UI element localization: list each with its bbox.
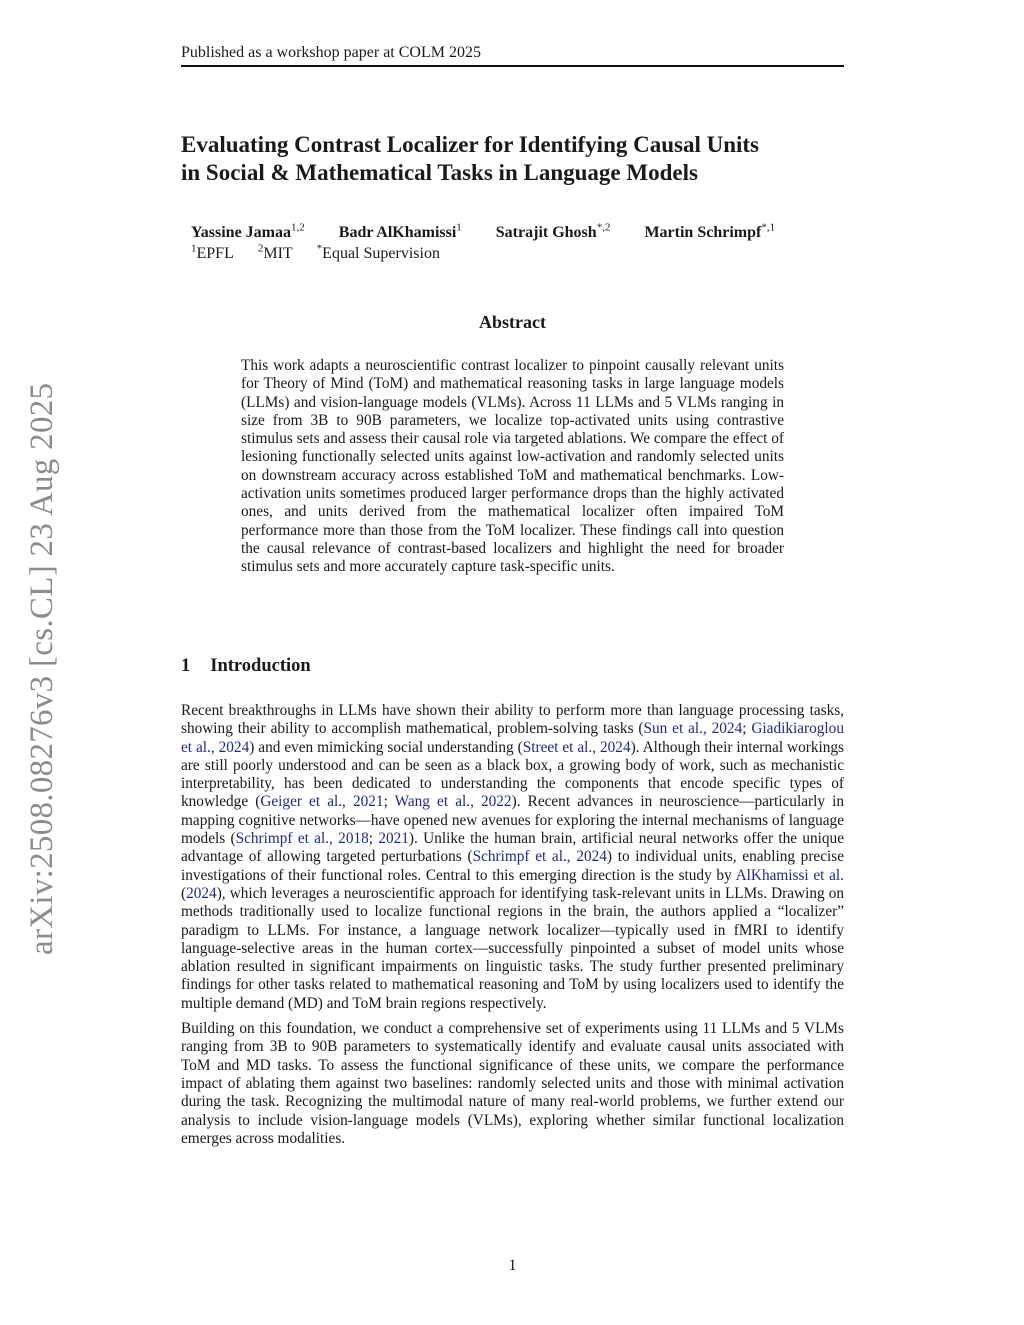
author-3 (495, 221, 611, 241)
author-name: Badr AlKhamissi (338, 224, 457, 241)
abstract-heading: Abstract (479, 312, 546, 332)
introduction-body (181, 702, 844, 1155)
title-line-2: in Social & Mathematical Tasks in Language Models (181, 160, 698, 185)
section-number: 1 (181, 656, 191, 676)
author-name: Satrajit Ghosh (495, 224, 597, 241)
section-title: Introduction (210, 656, 311, 676)
author-name: Yassine Jamaa (191, 224, 292, 241)
author-marks: *,1 (761, 221, 776, 234)
citation-link[interactable]: Geiger et al., 2021 (260, 793, 384, 811)
intro-text: ; (742, 720, 752, 738)
intro-text: ), which leverages a neuroscientific approach for identifying task-relevant units in LLMs. Drawing on methods traditionally used to localize functional regions in the brain, the authors applied a “localizer” paradigm to LLMs. For instance, a language network localizer—typically used in fMRI to identify language-selective areas in the human cortex—successfully pinpointed a subset of model units whose ablation resulted in significant impairments on linguistic tasks. The study further presented preliminary findings for other tasks related to mathematical reasoning and ToM by using localizers used to identify the multiple demand (MD) and ToM brain regions respectively. (181, 884, 844, 1012)
affiliation-1 (191, 242, 234, 262)
title-line-1: Evaluating Contrast Localizer for Identifying Causal Units (181, 132, 760, 157)
section-heading (181, 655, 311, 677)
arxiv-stamp: arXiv:2508.08276v3 [cs.CL] 23 Aug 2025 (24, 382, 60, 955)
intro-text: ; (368, 830, 379, 848)
intro-text: ). Although their internal workings are still poorly understood and can be seen as a black box, a growing body of work, such as mechanistic interpretability, has been dedicated to understanding the components that encode specific types of knowledge ( (181, 738, 844, 811)
citation-link[interactable]: AlKhamissi et al. (735, 866, 844, 884)
author-marks: 1,2 (291, 221, 305, 234)
author-1 (191, 221, 305, 241)
affiliation-label: EPFL (196, 245, 234, 262)
author-4 (644, 221, 776, 241)
intro-text: ; (383, 793, 395, 811)
citation-link[interactable]: Giadikiaroglou et al., 2024 (181, 720, 844, 756)
affiliations (191, 244, 460, 264)
affiliation-mark: 1 (191, 242, 197, 255)
affiliation-mark: 2 (257, 242, 264, 255)
intro-text: ) and even mimicking social understanding ( (249, 738, 523, 756)
citation-link[interactable]: Schrimpf et al., 2018 (235, 830, 369, 848)
intro-paragraph-1 (181, 702, 844, 1013)
header-rule (181, 65, 844, 67)
abstract-text: This work adapts a neuroscientific contrast localizer to pinpoint causally relevant units for Theory of Mind (ToM) and mathematical reasoning tasks in large language models (LLMs) and vision-language models (VLMs). Across 11 LLMs and 5 VLMs ranging in size from 3B to 90B parameters, we localize top-activated units using contrastive stimulus sets and assess their causal role via targeted ablations. We compare the effect of lesioning functionally selected units against low-activation and randomly selected units on downstream accuracy across established ToM and mathematical benchmarks. Low-activation units sometimes produced larger performance drops than the highly activated ones, and units derived from the mathematical localizer often impaired ToM performance more than those from the ToM localizer. These findings call into question the causal relevance of contrast-based localizers and highlight the need for broader stimulus sets and more accurately capture task-specific units. (241, 357, 784, 576)
paper-title (181, 131, 844, 187)
affiliation-2 (257, 242, 293, 262)
intro-text: ). Recent advances in neuroscience—particularly in mapping cognitive networks—have opened new avenues for exploring the internal mechanisms of language models ( (181, 793, 844, 848)
running-header: Published as a workshop paper at COLM 2025 (181, 44, 481, 61)
affiliation-label: Equal Supervision (322, 245, 440, 262)
affiliation-mark: * (316, 242, 323, 255)
citation-link[interactable]: 2024 (186, 884, 217, 902)
author-marks: 1 (456, 221, 462, 234)
affiliation-label: MIT (263, 245, 293, 262)
intro-text: Recent breakthroughs in LLMs have shown their ability to perform more than language processing tasks, showing their ability to accomplish mathematical, problem-solving tasks ( (181, 702, 844, 738)
author-list (191, 222, 831, 244)
intro-paragraph-2: Building on this foundation, we conduct a comprehensive set of experiments using 11 LLMs and 5 VLMs ranging from 3B to 90B parameters to systematically identify and evaluate causal units associated with ToM and MD tasks. To assess the functional significance of these units, we compare the performance impact of ablating them against two baselines: randomly selected units and those with minimal activation during the task. Recognizing the multimodal nature of many real-world problems, we further extend our analysis to include vision-language models (VLMs), exploring whether similar functional localization emerges across modalities. (181, 1020, 844, 1147)
citation-link[interactable]: Schrimpf et al., 2024 (472, 848, 607, 866)
intro-text: ) to individual units, enabling precise investigations of their functional roles. Central to this emerging direction is the study by (181, 848, 844, 884)
citation-link[interactable]: Sun et al., 2024 (643, 720, 743, 738)
citation-link[interactable]: Street et al., 2024 (522, 738, 631, 756)
page-number: 1 (508, 1257, 517, 1274)
citation-link[interactable]: 2021 (378, 830, 409, 848)
intro-text: ). Unlike the human brain, artificial neural networks offer the unique advantage of allowing targeted perturbations ( (181, 830, 844, 866)
citation-link[interactable]: Wang et al., 2022 (394, 793, 512, 811)
author-name: Martin Schrimpf (644, 224, 762, 241)
author-2 (338, 221, 462, 241)
affiliation-3 (316, 242, 440, 262)
intro-text: ( (181, 884, 187, 902)
author-marks: *,2 (596, 221, 611, 234)
